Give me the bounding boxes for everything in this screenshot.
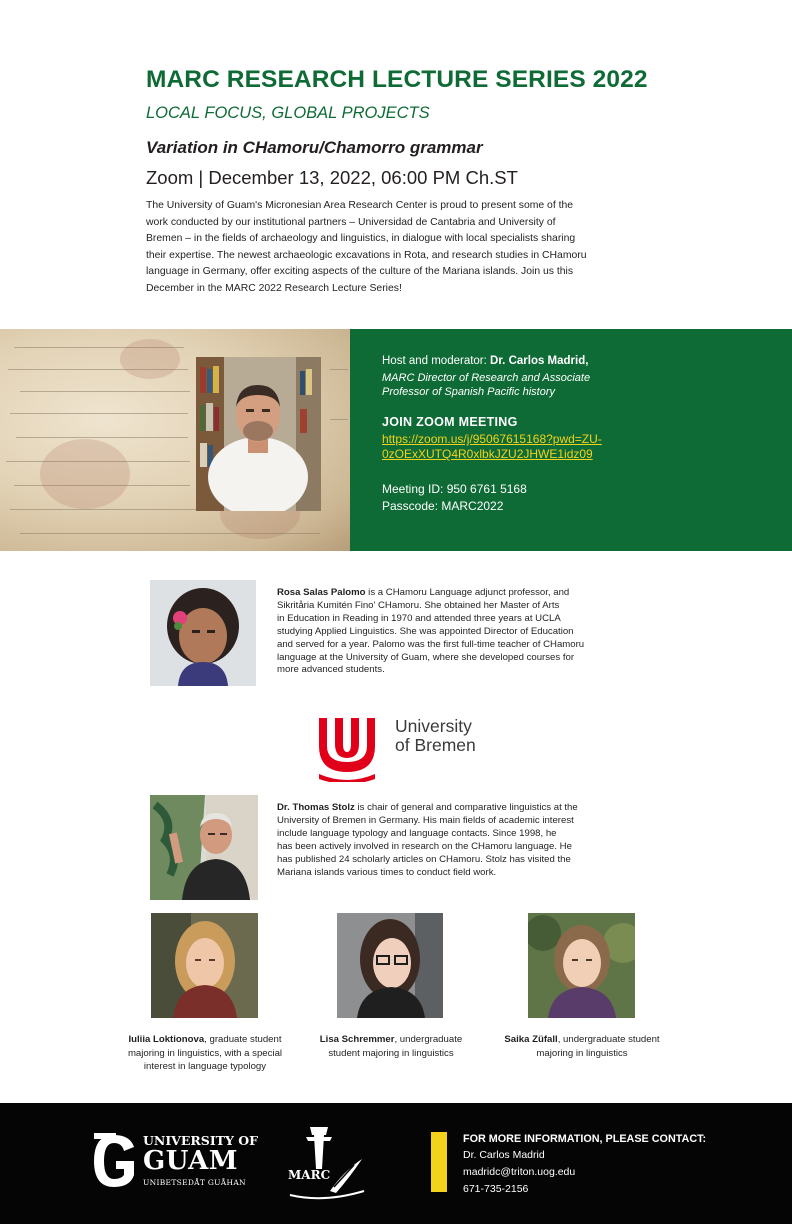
uog-logo-text: GUAM: [143, 1146, 239, 1176]
bio-line: include language typology and language contacts. Since 1998, he: [277, 827, 557, 839]
lisa-schremmer-caption: [296, 1033, 486, 1060]
caption-text: , undergraduate: [394, 1034, 463, 1045]
series-title: MARC RESEARCH LECTURE SERIES 2022: [146, 66, 648, 93]
contact-email[interactable]: madridc@triton.uog.edu: [463, 1166, 576, 1178]
bio-line: more advanced students.: [277, 664, 385, 676]
footer: [0, 1103, 792, 1224]
bio-line: studying Applied Linguistics. She was appointed Director of Education: [277, 625, 574, 637]
intro-line: language in Germany, offer exciting aspects of the culture of the Mariana islands. Join us this: [146, 266, 574, 277]
meeting-id: Meeting ID: 950 6761 5168: [382, 482, 527, 496]
marc-logo: [284, 1121, 368, 1203]
bio-line: language at the University of Guam, where she developed courses for: [277, 651, 575, 663]
host-photo: [196, 357, 321, 511]
caption-text: , undergraduate student: [557, 1034, 660, 1045]
contact-heading: FOR MORE INFORMATION, PLEASE CONTACT:: [463, 1133, 707, 1145]
accent-bar: [431, 1132, 447, 1192]
speaker-name: Iuliia Loktionova: [128, 1034, 205, 1045]
event-date-line: Zoom | December 13, 2022, 06:00 PM Ch.ST: [146, 167, 518, 188]
intro-line: Bremen – in the fields of archaeology and linguistics, in dialogue with local specialists sharing: [146, 233, 576, 244]
speaker-name: Dr. Thomas Stolz: [277, 802, 355, 813]
bremen-logo-text: University: [395, 716, 472, 736]
bremen-logo-text: of Bremen: [395, 735, 476, 755]
bio-line: Mariana islands various times to conduct field work.: [277, 866, 497, 878]
bio-line: University of Bremen in Germany. His main fields of academic interest: [277, 814, 574, 826]
host-name: Dr. Carlos Madrid,: [490, 355, 589, 367]
caption-text: student majoring in linguistics: [328, 1047, 454, 1059]
marc-logo-text: MARC: [288, 1168, 331, 1182]
lisa-schremmer-photo: [337, 913, 443, 1018]
host-band: [0, 329, 792, 551]
speaker-name: Lisa Schremmer: [319, 1034, 395, 1045]
saika-zufall-caption: [482, 1033, 682, 1060]
saika-zufall-photo: [528, 913, 635, 1018]
host-role: [382, 371, 642, 399]
uog-logo-text: UNIVERSITY OF: [143, 1133, 259, 1148]
intro-line: work conducted by our institutional partners – Universidad de Cantabria and University of: [146, 216, 556, 228]
contact-name: Dr. Carlos Madrid: [463, 1149, 545, 1161]
speaker-name: Saika Züfall: [504, 1034, 558, 1045]
thomas-stolz-photo: [150, 795, 258, 900]
uog-logo-text: UNIBETSEDÅT GUÅHAN: [143, 1178, 246, 1187]
intro-paragraph: [146, 198, 666, 297]
bio-line: is a CHamoru Language adjunct professor, and: [365, 587, 570, 598]
host-line: [382, 355, 588, 367]
bio-line: and served for a year. Palomo was the first full-time teacher of CHamoru: [277, 638, 585, 650]
bio-line: has been actively involved in research on the CHamoru language. He: [277, 840, 572, 852]
thomas-stolz-bio: [277, 802, 637, 879]
zoom-link-line[interactable]: 0zOExXUTQ4R0xlbkJZU2JHWE1idz09: [382, 447, 593, 461]
intro-line: their expertise. The newest archaeologic excavations in Rota, and research studies in CHamoru: [146, 249, 587, 261]
series-subtitle: LOCAL FOCUS, GLOBAL PROJECTS: [146, 104, 430, 122]
zoom-info-panel: [350, 329, 792, 551]
university-of-guam-logo: [90, 1131, 138, 1191]
caption-text: majoring in linguistics: [536, 1047, 628, 1059]
speaker-name: Rosa Salas Palomo: [277, 587, 366, 598]
bio-line: has published 24 scholarly articles on CHamoru. Stolz has visited the: [277, 853, 571, 865]
intro-line: The University of Guam's Micronesian Area Research Center is proud to present some of the: [146, 200, 574, 211]
caption-text: majoring in linguistics, with a special: [127, 1047, 283, 1059]
bio-line: Sikritåria Kumitén Fino' CHamoru. She obtained her Master of Arts: [277, 599, 560, 611]
meeting-passcode: Passcode: MARC2022: [382, 499, 504, 513]
rosa-palomo-bio: [277, 587, 642, 677]
caption-text: , graduate student: [204, 1034, 282, 1045]
host-label: Host and moderator:: [382, 355, 491, 367]
join-zoom-heading: JOIN ZOOM MEETING: [382, 415, 518, 429]
host-role-line: Professor of Spanish Pacific history: [382, 386, 556, 398]
rosa-palomo-photo: [150, 580, 256, 686]
host-role-line: MARC Director of Research and Associate: [382, 372, 591, 384]
bio-line: is chair of general and comparative linguistics at the: [354, 802, 578, 813]
bio-line: in Education in Reading in 1970 and attended three years at UCLA: [277, 612, 561, 624]
iuliia-loktionova-caption: [105, 1033, 305, 1074]
intro-line: December in the MARC 2022 Research Lecture Series!: [146, 282, 402, 294]
contact-phone: 671-735-2156: [463, 1183, 529, 1195]
zoom-link-line[interactable]: https://zoom.us/j/95067615168?pwd=ZU-: [382, 432, 602, 446]
talk-title: Variation in CHamoru/Chamorro grammar: [146, 138, 483, 157]
zoom-meeting-link[interactable]: [382, 432, 672, 462]
iuliia-loktionova-photo: [151, 913, 258, 1018]
caption-text: interest in language typology: [143, 1061, 267, 1072]
